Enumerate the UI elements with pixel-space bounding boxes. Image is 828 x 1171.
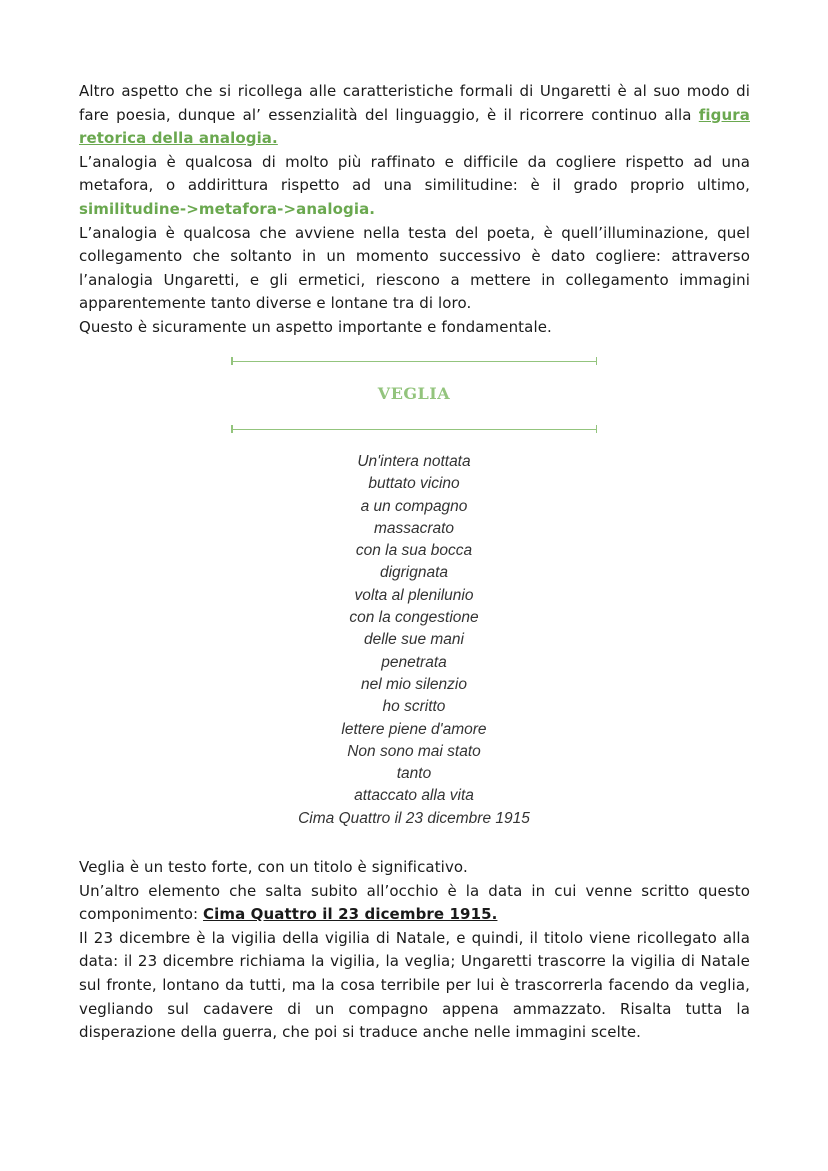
poem-line: nel mio silenzio [361,675,467,693]
poem-title: VEGLIA [377,384,451,403]
intro-text-2: L’analogia è qualcosa di molto più raffinato e difficile da cogliere rispetto ad una metafora, o addirittura rispetto ad una similitudine: è il grado proprio ultimo, [79,152,750,195]
poem-line: tanto [396,765,432,783]
poem-line: penetrata [381,653,447,671]
figure-sequence-highlight: similitudine->metafora->analogia. [79,199,376,218]
analysis-paragraph-3: Il 23 dicembre è la vigilia della vigilia di Natale, e quindi, il titolo viene ricollegato alla data: il 23 dicembre richiama la vigilia, la veglia; Ungaretti trascorre la vigilia di Natale sul fronte, lontano da tutti, ma la cosa terribile per lui è trascorrerla facendo da veglia, vegliando sul cadavere di un compagno appena ammazzato. Risalta tutta la disperazione della guerra, che poi si traduce anche nelle immagini scelte. [79,928,750,1042]
poem-date-highlight: Cima Quattro il 23 dicembre 1915. [203,905,498,924]
intro-paragraph-2 [79,151,750,222]
analysis-text-2: Un’altro elemento che salta subito all’occhio è la data in cui venne scritto questo componimento: [79,881,750,924]
poem-line: ho scritto [382,698,446,716]
poem-line: Cima Quattro il 23 dicembre 1915 [298,809,530,827]
bottom-divider [231,429,597,430]
poem-line: attaccato alla vita [354,787,474,805]
intro-paragraph-3: L’analogia è qualcosa che avviene nella testa del poeta, è quell’illuminazione, quel collegamento che soltanto in un momento successivo è dato cogliere: attraverso l’analogia Ungaretti, e gli ermetici, riescono a mettere in collegamento immagini apparentemente tanto diverse e lontane tra di loro. [79,223,750,313]
top-divider [231,361,597,362]
intro-section [79,80,750,340]
poem-line: lettere piene d'amore [341,720,487,738]
poem-line: con la congestione [349,609,479,627]
analysis-section [79,856,750,1045]
poem-line: buttato vicino [368,475,460,493]
intro-paragraph-4: Questo è sicuramente un aspetto importante e fondamentale. [79,317,552,336]
poem-line: volta al plenilunio [354,586,474,604]
poem-line: con la sua bocca [355,542,473,560]
poem-line: massacrato [373,519,455,537]
poem-line: Non sono mai stato [347,742,481,760]
intro-text-1: Altro aspetto che si ricollega alle caratteristiche formali di Ungaretti è al suo modo di fare poesia, dunque al’ essenzialità del linguaggio, è il ricorrere continuo alla [79,82,750,124]
poem-line: Un'intera nottata [357,453,471,470]
analysis-paragraph-1: Veglia è un testo forte, con un titolo è significativo. [79,858,468,876]
analysis-paragraph-2 [79,880,750,927]
intro-paragraph-1 [79,80,750,151]
poem-text [200,451,628,830]
poem-line: delle sue mani [364,631,464,649]
poem-line: digrignata [379,564,449,582]
analogia-highlight: figura retorica della analogia. [79,105,750,148]
poem-line: a un compagno [360,497,468,515]
